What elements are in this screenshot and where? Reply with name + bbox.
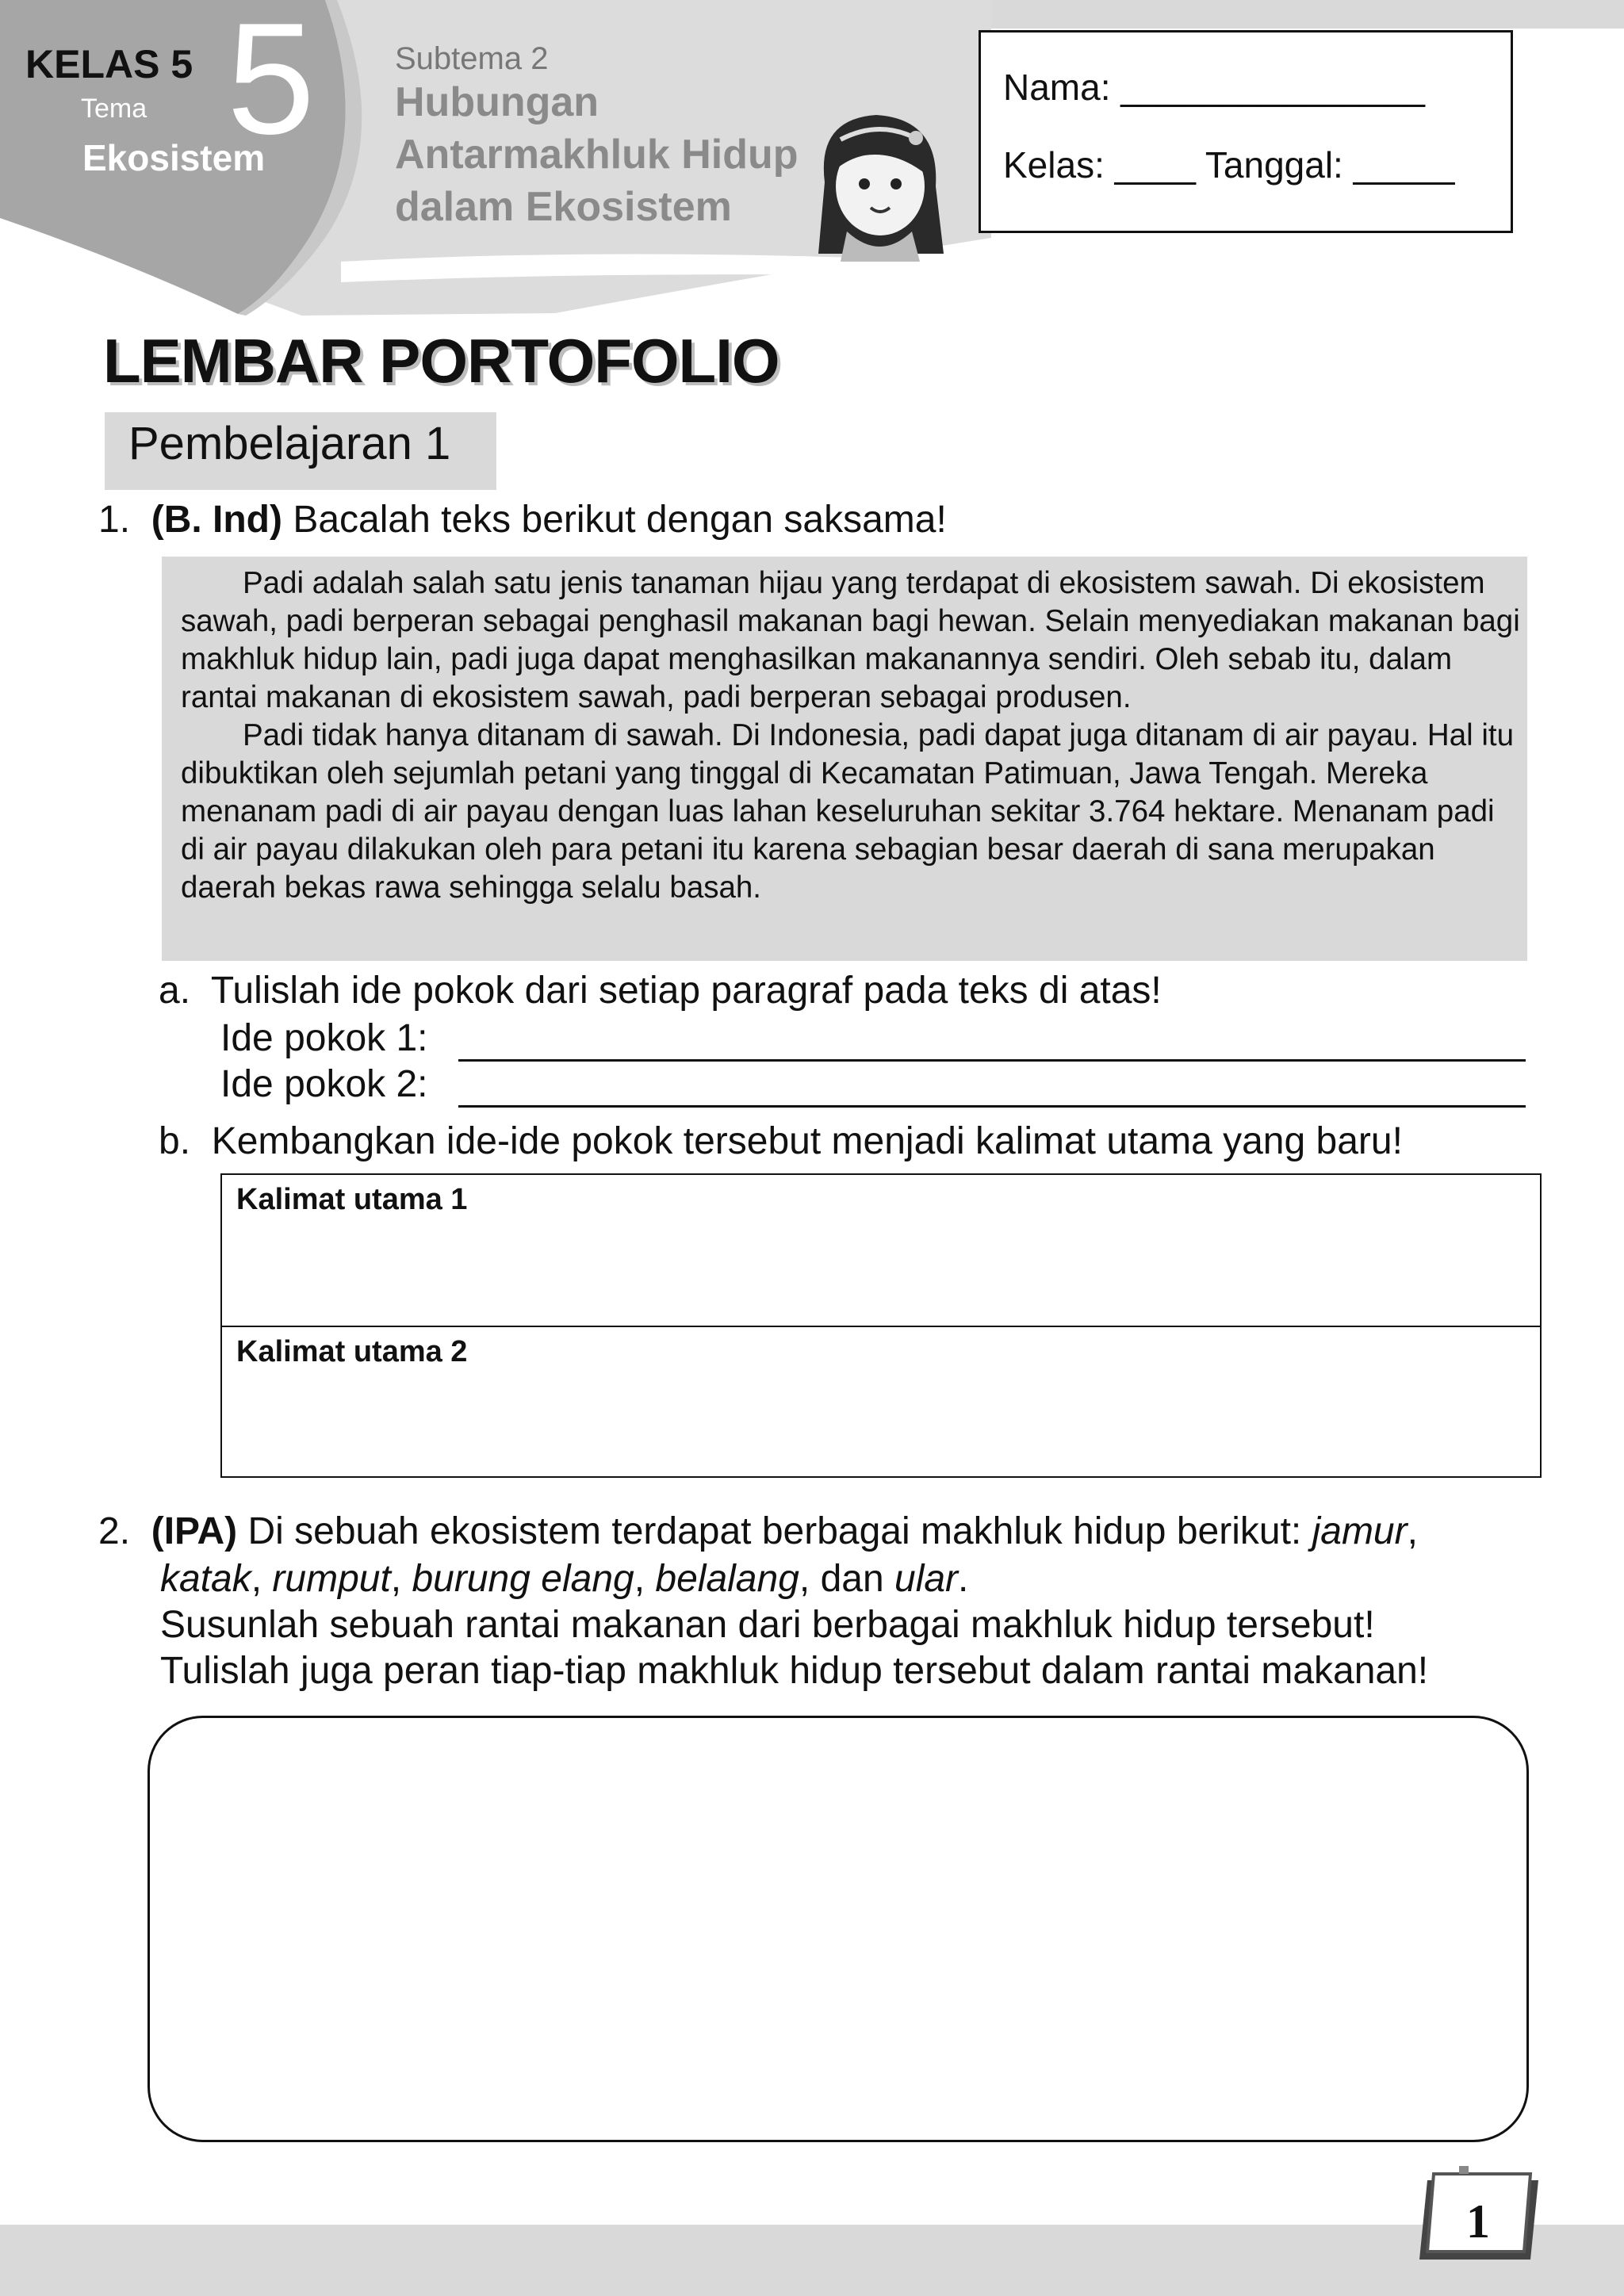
page-number-badge [1411, 2164, 1546, 2283]
table-row-label: Kalimat utama 2 [236, 1335, 468, 1368]
organism-jamur: jamur [1312, 1510, 1408, 1552]
question-1-header [98, 498, 947, 541]
ide-pokok-2-answer-line[interactable] [458, 1105, 1526, 1108]
reading-passage [162, 557, 1527, 961]
question-2-number: 2. [98, 1510, 131, 1552]
passage-paragraph-2: Padi tidak hanya ditanam di sawah. Di Indonesia, padi dapat juga ditanam di air payau. Hal itu dibuktikan oleh sejumlah petani yang tinggal di Kecamatan Patimuan, Jawa Tengah. Mereka menanam padi di air payau dengan luas lahan keseluruhan sekitar 3.764 hektare. Menanam padi di air payau dilakukan oleh para petani itu karena sebagian besar daerah di sana merupakan daerah bekas rawa sehingga selalu basah. [181, 718, 1515, 905]
subtheme-title: Hubungan Antarmakhluk Hidup dalam Ekosistem [395, 79, 799, 230]
footer-bar [0, 2225, 1624, 2296]
theme-label: Tema [81, 94, 147, 124]
question-1b-text: Kembangkan ide-ide pokok tersebut menjadi kalimat utama yang baru! [211, 1120, 1403, 1162]
question-1-subject: (B. Ind) [151, 499, 282, 541]
organism-rumput: rumput [272, 1558, 391, 1600]
organism-belalang: belalang [655, 1558, 799, 1600]
question-2-line-3: Susunlah sebuah rantai makanan dari berbagai makhluk hidup tersebut! [160, 1604, 1375, 1646]
question-2-line-2: katak, rumput, burung elang, belalang, dan ular. [160, 1558, 969, 1600]
page-number: 1 [1466, 2195, 1490, 2248]
table-row[interactable] [222, 1175, 1540, 1326]
organism-burung-elang: burung elang [412, 1558, 634, 1600]
question-2-line-4: Tulislah juga peran tiap-tiap makhluk hidup tersebut dalam rantai makanan! [160, 1650, 1429, 1692]
organism-ular: ular [894, 1558, 959, 1600]
subtheme-label: Subtema 2 [395, 41, 549, 76]
question-2-subject: (IPA) [151, 1510, 238, 1552]
table-row[interactable] [222, 1326, 1540, 1476]
question-1-number: 1. [98, 499, 131, 541]
lesson-label: Pembelajaran 1 [128, 418, 451, 469]
question-1b [159, 1119, 1403, 1163]
conjunction: dan [820, 1558, 884, 1600]
name-field[interactable]: Nama: _______________ [1003, 67, 1426, 108]
grade-number: 5 [227, 0, 316, 167]
organism-katak: katak [160, 1558, 251, 1600]
food-chain-answer-box[interactable] [147, 1716, 1529, 2142]
ide-pokok-1-answer-line[interactable] [458, 1059, 1526, 1062]
question-2-line-1: 2. (IPA) Di sebuah ekosistem terdapat berbagai makhluk hidup berikut: jamur, [98, 1510, 1418, 1552]
class-date-field[interactable]: Kelas: ____ Tanggal: _____ [1003, 144, 1455, 186]
ide-pokok-1-label: Ide pokok 1: [220, 1017, 428, 1059]
kalimat-utama-table [220, 1173, 1542, 1478]
question-1a-text: Tulislah ide pokok dari setiap paragraf pada teks di atas! [210, 970, 1162, 1012]
class-label: KELAS 5 [25, 42, 193, 86]
student-info-box [979, 30, 1513, 233]
question-1-instruction: Bacalah teks berikut dengan saksama! [293, 499, 947, 541]
ide-pokok-2-label: Ide pokok 2: [220, 1063, 428, 1105]
passage-paragraph-1: Padi adalah salah satu jenis tanaman hijau yang terdapat di ekosistem sawah. Di ekosistem sawah, padi berperan sebagai penghasil makanan bagi hewan. Selain menyediakan makanan bagi makhluk hidup lain, padi juga dapat menghasilkan makanannya sendiri. Oleh sebab itu, dalam rantai makanan di ekosistem sawah, padi berperan sebagai produsen. [181, 566, 1520, 714]
question-1a-label: a. [159, 970, 191, 1012]
question-2-intro: Di sebuah ekosistem terdapat berbagai makhluk hidup berikut: [247, 1510, 1302, 1552]
table-row-label: Kalimat utama 1 [236, 1183, 468, 1216]
question-1a [159, 969, 1162, 1012]
question-1b-label: b. [159, 1120, 191, 1162]
page-title: LEMBAR PORTOFOLIO [103, 326, 779, 396]
theme-name: Ekosistem [82, 137, 266, 178]
